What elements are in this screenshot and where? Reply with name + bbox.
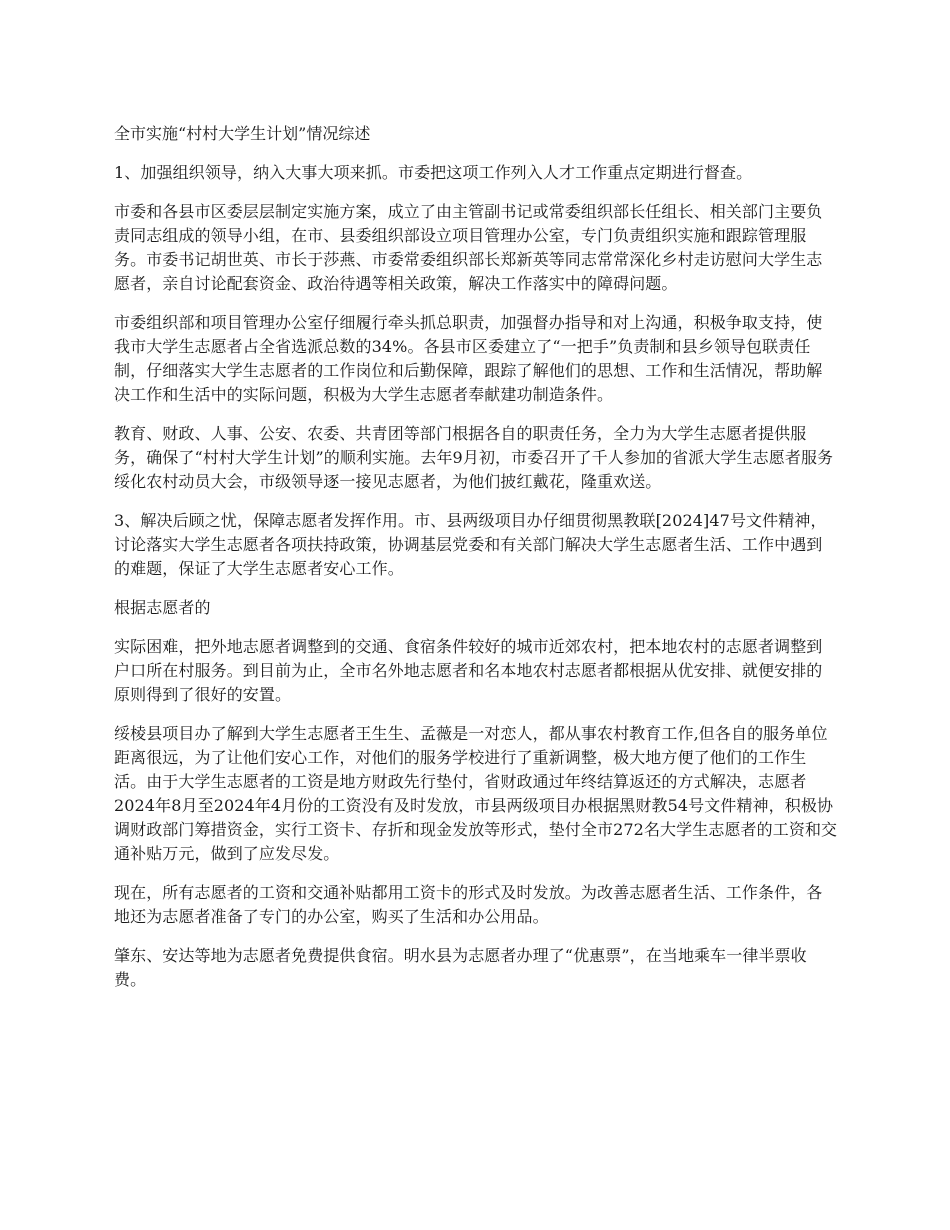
paragraph-6: 根据志愿者的	[114, 598, 211, 617]
paragraph-8: 绥棱县项目办了解到大学生志愿者王生生、孟薇是一对恋人，都从事农村教育工作,但各自的服务单位距离很远，为了让他们安心工作，对他们的服务学校进行了重新调整，极大地方便了他们的工作生活。由于大学生志愿者的工资是地方财政先行垫付，省财政通过年终结算返还的方式解决，志愿者2024年8月至2024年4月份的工资没有及时发放，市县两级项目办根据黑财教54号文件精神，积极协调财政部门筹措资金，实行工资卡、存折和现金发放等形式，垫付全市272名大学生志愿者的工资和交通补贴万元，做到了应发尽发。	[114, 724, 838, 863]
document-page	[114, 122, 838, 1007]
paragraph-7: 实际困难，把外地志愿者调整到的交通、食宿条件较好的城市近郊农村，把本地农村的志愿者调整到户口所在村服务。到目前为止，全市名外地志愿者和名本地农村志愿者都根据从优安排、就便安排的原则得到了很好的安置。	[114, 637, 823, 704]
document-title: 全市实施“村村大学生计划”情况综述	[114, 124, 371, 143]
paragraph-9: 现在，所有志愿者的工资和交通补贴都用工资卡的形式及时发放。为改善志愿者生活、工作条件，各地还为志愿者准备了专门的办公室，购买了生活和办公用品。	[114, 883, 823, 926]
paragraph-3: 市委组织部和项目管理办公室仔细履行牵头抓总职责，加强督办指导和对上沟通，积极争取支持，使我市大学生志愿者占全省选派总数的34%。各县市区委建立了“一把手”负责制和县乡领导包联责任制，仔细落实大学生志愿者的工作岗位和后勤保障，跟踪了解他们的思想、工作和生活情况，帮助解决工作和生活中的实际问题，积极为大学生志愿者奉献建功制造条件。	[114, 313, 823, 404]
paragraph-2: 市委和各县市区委层层制定实施方案，成立了由主管副书记或常委组织部长任组长、相关部门主要负责同志组成的领导小组，在市、县委组织部设立项目管理办公室，专门负责组织实施和跟踪管理服务。市委书记胡世英、市长于莎燕、市委常委组织部长郑新英等同志常常深化乡村走访慰问大学生志愿者，亲自讨论配套资金、政治待遇等相关政策，解决工作落实中的障碍问题。	[114, 202, 823, 293]
paragraph-10: 肇东、安达等地为志愿者免费提供食宿。明水县为志愿者办理了“优惠票”，在当地乘车一律半票收费。	[114, 946, 807, 989]
paragraph-1: 1、加强组织领导，纳入大事大项来抓。市委把这项工作列入人才工作重点定期进行督查。	[114, 163, 753, 182]
paragraph-5: 3、解决后顾之忧，保障志愿者发挥作用。市、县两级项目办仔细贯彻黑教联[2024]47号文件精神，讨论落实大学生志愿者各项扶持政策，协调基层党委和有关部门解决大学生志愿者生活、工作中遇到的难题，保证了大学生志愿者安心工作。	[114, 511, 827, 578]
paragraph-4: 教育、财政、人事、公安、农委、共青团等部门根据各自的职责任务，全力为大学生志愿者提供服务，确保了“村村大学生计划”的顺利实施。去年9月初，市委召开了千人参加的省派大学生志愿者服务绥化农村动员大会，市级领导逐一接见志愿者，为他们披红戴花，隆重欢送。	[114, 424, 834, 491]
